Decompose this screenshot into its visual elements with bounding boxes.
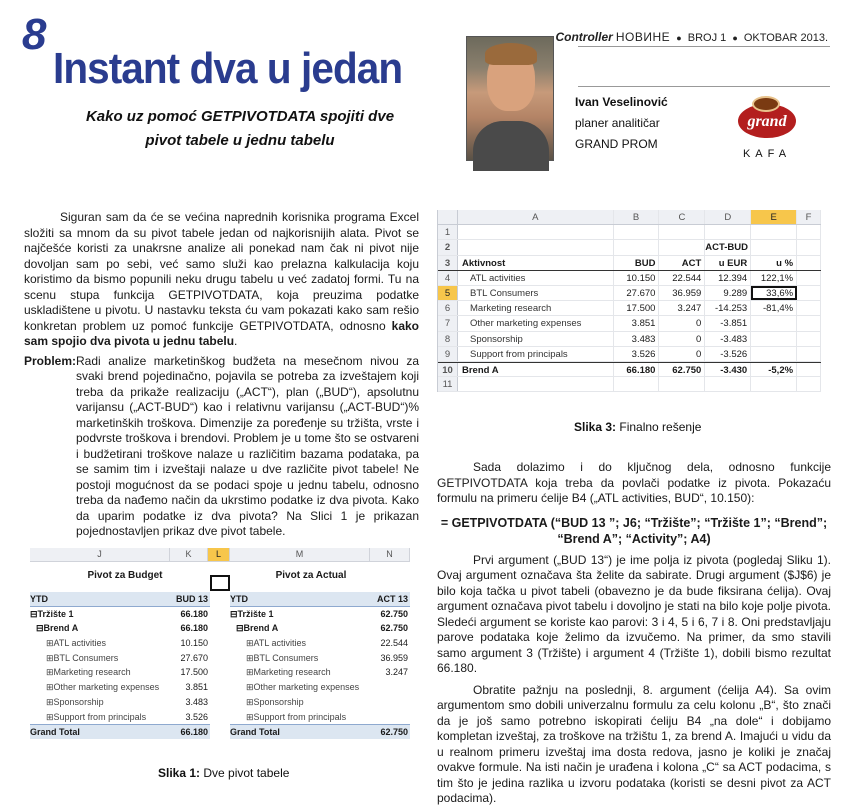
pivot-header-value[interactable]: ACT 13 [376, 594, 408, 604]
column-header[interactable]: A [458, 210, 614, 224]
sheet-cell[interactable]: 122,1% [751, 271, 797, 285]
sheet-cell[interactable] [659, 240, 705, 254]
selected-cell-frame[interactable] [210, 575, 230, 591]
pivot-row-label[interactable]: ⊞Other marketing expenses [246, 682, 360, 693]
pivot-actual-title: Pivot za Actual [275, 570, 347, 581]
pivot-row-value[interactable]: 22.544 [380, 638, 408, 649]
pivot-header-row [230, 592, 410, 607]
figure-3-caption: Slika 3: Finalno rešenje [574, 420, 702, 434]
sheet-body [438, 225, 821, 392]
subtitle-line: pivot tabele u jednu tabelu [145, 132, 335, 149]
sheet-cell[interactable]: BTL Consumers [458, 286, 614, 300]
row-header[interactable]: 3 [438, 256, 458, 270]
sheet-cell[interactable] [797, 363, 821, 376]
sheet-cell[interactable]: 3.247 [659, 301, 705, 315]
column-header-selected[interactable]: L [208, 548, 230, 561]
sheet-cell[interactable] [751, 377, 797, 391]
pivot-row-value[interactable]: 10.150 [180, 638, 208, 649]
problem-text: Radi analize marketinškog budžeta na mesečnom nivou za svaki brend pojedinačno, pojavila se potreba za izveštajem koji treba da prikaže realizaciju („ACT“), plan („BUD“), apsolutnu varijansu („ACT-BUD“) kao i relativnu varijansu („ACT-BUD“)% marketinških troškova. Dimenzije za poređenje su tržišta, vrste i podvrste troškova i brendovi. Problem je u tome što se ostvareni i budžetirani troškove nalaze u različitim bazama podataka, pa se samim tim i izveštaji nalaze u dve različite pivot tabele! Ne postoji mogućnost da se podaci spoje u jednu tabelu, odnosno treba da nađemo način da ukrstimo podatke iz dva pivota. Kako da uparim podatke iz dva pivota? Na Slici 1 je prikazan pojednostavljen prikaz dve pivot tabele. [76, 353, 419, 538]
sheet-cell[interactable]: 17.500 [614, 301, 660, 315]
column-header[interactable]: J [30, 548, 170, 561]
sheet-cell[interactable]: 3.483 [614, 332, 660, 346]
figure-1-caption: Slika 1: Dve pivot tabele [158, 766, 290, 780]
pivot-total-value[interactable]: 62.750 [380, 727, 408, 738]
pivot-row-label[interactable]: ⊞Support from principals [246, 711, 347, 722]
sheet-row [438, 362, 821, 377]
page-number: 8 [22, 10, 47, 59]
sheet-cell[interactable] [458, 377, 614, 391]
corner-cell[interactable] [438, 210, 458, 224]
row-header[interactable]: 6 [438, 301, 458, 315]
sheet-cell[interactable] [614, 240, 660, 254]
sheet-cell[interactable] [797, 225, 821, 239]
sheet-row [438, 332, 821, 347]
pivot-row-label[interactable]: ⊞BTL Consumers [246, 652, 319, 663]
subtitle-line: Kako uz pomoć GETPIVOTDATA spojiti dve [85, 108, 395, 125]
sheet-cell[interactable] [751, 347, 797, 361]
sheet-row [438, 377, 821, 392]
sheet-row [438, 316, 821, 331]
sheet-cell[interactable]: Brend A [458, 363, 614, 376]
sheet-cell[interactable]: BUD [614, 256, 660, 270]
sheet-cell[interactable]: ACT [659, 256, 705, 270]
pivot-header-label: YTD [230, 594, 248, 604]
row-header[interactable]: 10 [438, 363, 458, 376]
pivot-row-label[interactable]: ⊞Marketing research [46, 667, 131, 678]
pivot-row[interactable] [30, 651, 210, 666]
sheet-cell[interactable] [751, 240, 797, 254]
sheet-cell[interactable] [458, 225, 614, 239]
sheet-cell[interactable]: -3.851 [705, 316, 751, 330]
bullet-icon: ● [732, 33, 738, 43]
final-solution-sheet [437, 210, 821, 392]
sheet-cell[interactable]: 0 [659, 347, 705, 361]
article-title: Instant dva u jedan [53, 44, 403, 93]
pivot-total-row [230, 724, 410, 739]
masthead-issue: BROJ 1 [687, 32, 727, 44]
sheet-column-headers [30, 548, 410, 562]
column-header[interactable]: F [797, 210, 821, 224]
row-header[interactable]: 1 [438, 225, 458, 239]
author-photo [466, 36, 554, 161]
sheet-cell[interactable]: Marketing research [458, 301, 614, 315]
pivot-row-label[interactable]: ⊞ATL activities [46, 638, 107, 649]
pivot-row-label[interactable]: ⊞BTL Consumers [46, 652, 119, 663]
row-header[interactable]: 11 [438, 377, 458, 391]
sheet-cell[interactable]: -5,2% [751, 363, 797, 376]
intro-emphasis: kako sam spojio dva pivota u jednu tabelu [24, 318, 419, 348]
sheet-row [438, 240, 821, 255]
pivot-total-label: Grand Total [30, 727, 80, 738]
sheet-cell[interactable] [797, 377, 821, 391]
pivot-row-value[interactable]: 3.483 [185, 696, 208, 707]
pivot-row[interactable] [230, 607, 410, 622]
sheet-cell[interactable]: 0 [659, 316, 705, 330]
sheet-cell[interactable] [797, 286, 821, 300]
problem-label: Problem: [24, 353, 77, 368]
column-header[interactable]: B [614, 210, 660, 224]
sheet-cell[interactable]: -3.483 [705, 332, 751, 346]
pivot-row[interactable] [230, 621, 410, 636]
row-header[interactable]: 4 [438, 271, 458, 285]
pivot-total-label: Grand Total [230, 727, 280, 738]
sheet-cell[interactable]: 0 [659, 332, 705, 346]
sheet-cell[interactable]: 12.394 [705, 271, 751, 285]
pivot-row-value[interactable]: 17.500 [180, 667, 208, 678]
pivot-row[interactable] [30, 710, 210, 725]
pivot-header-row [30, 592, 210, 607]
pivot-row-value[interactable]: 27.670 [180, 652, 208, 663]
pivot-row-label[interactable]: ⊟Tržište 1 [30, 608, 74, 619]
pivot-row[interactable] [30, 636, 210, 651]
pivot-row-value[interactable]: 62.750 [380, 623, 408, 634]
sheet-cell[interactable]: 3.851 [614, 316, 660, 330]
sheet-cell[interactable]: ACT-BUD [705, 240, 751, 254]
sheet-cell[interactable]: -81,4% [751, 301, 797, 315]
masthead [555, 30, 828, 44]
paragraph: Prvi argument („BUD 13“) je ime polja iz pivota (pogledaj Sliku 1). Ovaj argument označava šta želite da sabirate. Drugi argument ($J$6) je bilo koja tačka u pivot tabeli (obavezno je da bude fiksirana ćelija). Ovaj argument označava pivot tabelu i dovoljno je stati na bilo koje polje pivota. Sledeći argument se koriste kao parovi: 3 i 4, 5 i 6, 7 i 8. Oni predstavljaju parove podataka koje želimo da izvučemo. Na primer, da smo stavili samo argument 3 (Tržište) i argument 4 (Tržište 1), dobili bismo rezultat 66.180. [437, 552, 831, 675]
sheet-column-headers [438, 210, 821, 225]
masthead-brand: Controller [555, 30, 613, 44]
pivot-row-label[interactable]: ⊞ATL activities [246, 638, 307, 649]
sheet-cell[interactable] [751, 316, 797, 330]
sheet-cell[interactable] [659, 225, 705, 239]
sheet-cell[interactable] [458, 240, 614, 254]
sheet-cell[interactable]: 62.750 [659, 363, 705, 376]
intro-paragraph: Siguran sam da će se većina naprednih korisnika programa Excel složiti sa mnom da su pivot tabele jedan od najkorisnijih alata. Pivot se najčešće koristi za unakrsne analize ali ponekad nam čak ni pivot nije dovoljan sam po sebi, već samo služi kao prelazna kalkulacija koju koristimo da bismo popunili neku drugu tabelu u već zadatoj formi. Tu na scenu stupa funkcija GETPIVOTDATA, koja preuzima podatke uskladištene u pivotu. U nastavku teksta ću vam pokazati kako sam rešio konkretan problem uz pomoć funkcije GETPIVOTDATA, odnosno kako sam spojio dva pivota u jednu tabelu. [24, 210, 419, 348]
formula-line: “Brend A”; “Activity”; A4) [557, 531, 711, 546]
sheet-cell[interactable]: u EUR [705, 256, 751, 270]
column-header[interactable]: D [705, 210, 751, 224]
pivot-row-value[interactable]: 3.247 [385, 667, 408, 678]
selected-cell[interactable]: 33,6% [751, 286, 797, 300]
pivot-row-label[interactable]: ⊞Marketing research [246, 667, 331, 678]
problem-paragraph [24, 354, 419, 540]
sheet-cell[interactable]: 27.670 [614, 286, 660, 300]
paragraph: Obratite pažnju na poslednji, 8. argument (ćelija A4). Sa ovim argumentom smo dobili univerzalnu formulu za celu kolonu „B“, što znači da je još samo potrebno iskopirati ćeliju B4 „na dole“ i dobijamo kompletan izveštaj, za troškove na tržištu 1, za brend A. Imajući u vidu da u realnom primeru izveštaj ima dosta redova, jasno je koliki je značaj ovakve formule. Na isti način je urađena i kolona „C“ sa ACT podacima, s tim što je jedina razlika u izvoru podataka (koristi se desni pivot za ACT podacima). [437, 682, 831, 805]
sheet-cell[interactable]: -3.430 [705, 363, 751, 376]
sheet-cell[interactable]: -14.253 [705, 301, 751, 315]
pivot-row-value[interactable]: 3.526 [185, 711, 208, 722]
author-name: Ivan Veselinović [575, 95, 668, 109]
pivot-row-label[interactable]: ⊞Support from principals [46, 711, 147, 722]
pivot-row-value[interactable]: 62.750 [380, 608, 408, 619]
pivot-actual-table [230, 592, 410, 739]
row-header[interactable]: 5 [438, 286, 458, 300]
sheet-cell[interactable] [705, 377, 751, 391]
row-header[interactable]: 7 [438, 316, 458, 330]
author-rule [578, 86, 830, 87]
logo-word: grand [747, 113, 787, 130]
sheet-cell[interactable]: -3.526 [705, 347, 751, 361]
pivot-row-value[interactable]: 36.959 [380, 652, 408, 663]
formula-line: = GETPIVOTDATA (“BUD 13 ”; J6; “Tržište”; “Tržište 1”; “Brend”; [440, 515, 828, 530]
pivot-header-value[interactable]: BUD 13 [175, 594, 208, 604]
pivot-row[interactable] [230, 710, 410, 725]
sheet-cell[interactable]: 22.544 [659, 271, 705, 285]
left-column [24, 210, 419, 540]
sheet-row [438, 301, 821, 316]
sheet-cell[interactable] [797, 271, 821, 285]
author-block [575, 92, 668, 155]
sheet-cell[interactable] [614, 377, 660, 391]
pivot-row-label[interactable]: ⊞Sponsorship [246, 696, 304, 707]
sheet-cell[interactable]: 66.180 [614, 363, 660, 376]
logo-sub: KAFA [742, 148, 792, 160]
right-column [437, 460, 831, 807]
pivot-header-label: YTD [30, 594, 48, 604]
sheet-cell[interactable] [659, 377, 705, 391]
pivot-budget-table [30, 592, 210, 739]
pivot-row[interactable] [230, 665, 410, 680]
sheet-cell[interactable] [751, 332, 797, 346]
sheet-cell[interactable]: ATL activities [458, 271, 614, 285]
masthead-rule [578, 46, 830, 47]
bullet-icon: ● [676, 33, 682, 43]
pivot-row[interactable] [30, 621, 210, 636]
sheet-cell[interactable] [797, 316, 821, 330]
pivot-row-label[interactable]: ⊟Tržište 1 [230, 608, 274, 619]
sheet-row [438, 256, 821, 271]
sheet-cell[interactable]: 9.289 [705, 286, 751, 300]
pivot-row-value[interactable] [368, 710, 410, 725]
pivot-row-label[interactable]: ⊞Other marketing expenses [46, 682, 160, 693]
pivot-budget-title: Pivot za Budget [87, 570, 163, 581]
sheet-cell[interactable]: 36.959 [659, 286, 705, 300]
author-company: GRAND PROM [575, 137, 658, 151]
author-role: planer analitičar [575, 116, 660, 130]
pivot-row-value[interactable] [368, 680, 410, 695]
sheet-cell[interactable]: Sponsorship [458, 332, 614, 346]
sheet-cell[interactable] [705, 225, 751, 239]
column-header[interactable]: K [170, 548, 208, 561]
pivot-total-row [30, 724, 210, 739]
pivot-row[interactable] [230, 695, 410, 710]
column-header[interactable]: C [659, 210, 705, 224]
sheet-row [438, 286, 821, 301]
sheet-cell[interactable]: 3.526 [614, 347, 660, 361]
pivot-row-label[interactable]: ⊟Brend A [36, 623, 79, 634]
pivot-total-value[interactable]: 66.180 [180, 727, 208, 738]
pivot-row-value[interactable] [368, 695, 410, 710]
pivot-row-label[interactable]: ⊟Brend A [236, 623, 279, 634]
sheet-cell[interactable] [797, 256, 821, 270]
pivot-row[interactable] [30, 665, 210, 680]
masthead-name: НОВИНЕ [615, 30, 671, 44]
pivot-row-label[interactable]: ⊞Sponsorship [46, 696, 104, 707]
sheet-cell[interactable] [751, 225, 797, 239]
sheet-cell[interactable]: 10.150 [614, 271, 660, 285]
sheet-cell[interactable] [797, 301, 821, 315]
column-header-selected[interactable]: E [751, 210, 797, 224]
article-subtitle [60, 105, 420, 153]
pivot-row-value[interactable]: 3.851 [185, 682, 208, 693]
formula-block [437, 515, 831, 547]
sheet-cell[interactable] [614, 225, 660, 239]
sheet-cell[interactable]: Other marketing expenses [458, 316, 614, 330]
sheet-cell[interactable] [797, 240, 821, 254]
pivot-row[interactable] [230, 680, 410, 695]
sheet-cell[interactable]: Aktivnost [458, 256, 614, 270]
sheet-row [438, 271, 821, 286]
grand-kafa-logo [732, 92, 802, 164]
sheet-row [438, 225, 821, 240]
column-header[interactable]: N [370, 548, 410, 561]
row-header[interactable]: 2 [438, 240, 458, 254]
sheet-row [438, 347, 821, 362]
figure-1-pivots [30, 548, 410, 736]
column-header[interactable]: M [230, 548, 370, 561]
sheet-cell[interactable] [797, 332, 821, 346]
pivot-row-value[interactable]: 66.180 [180, 623, 208, 634]
row-header[interactable]: 9 [438, 347, 458, 361]
sheet-cell[interactable]: Support from principals [458, 347, 614, 361]
masthead-date: OKTOBAR 2013. [743, 32, 828, 44]
pivot-row[interactable] [230, 651, 410, 666]
pivot-row[interactable] [30, 695, 210, 710]
pivot-row[interactable] [230, 636, 410, 651]
paragraph: Sada dolazimo i do ključnog dela, odnosno funkcije GETPIVOTDATA koja treba da povlači podatke iz pivota. Pokazaću formulu na primeru ćelije B4 („ATL activities, BUD“, 10.150): [437, 460, 831, 505]
sheet-cell[interactable]: u % [751, 256, 797, 270]
row-header[interactable]: 8 [438, 332, 458, 346]
pivot-row-value[interactable]: 66.180 [180, 608, 208, 619]
pivot-row[interactable] [30, 680, 210, 695]
sheet-cell[interactable] [797, 347, 821, 361]
pivot-row[interactable] [30, 607, 210, 622]
